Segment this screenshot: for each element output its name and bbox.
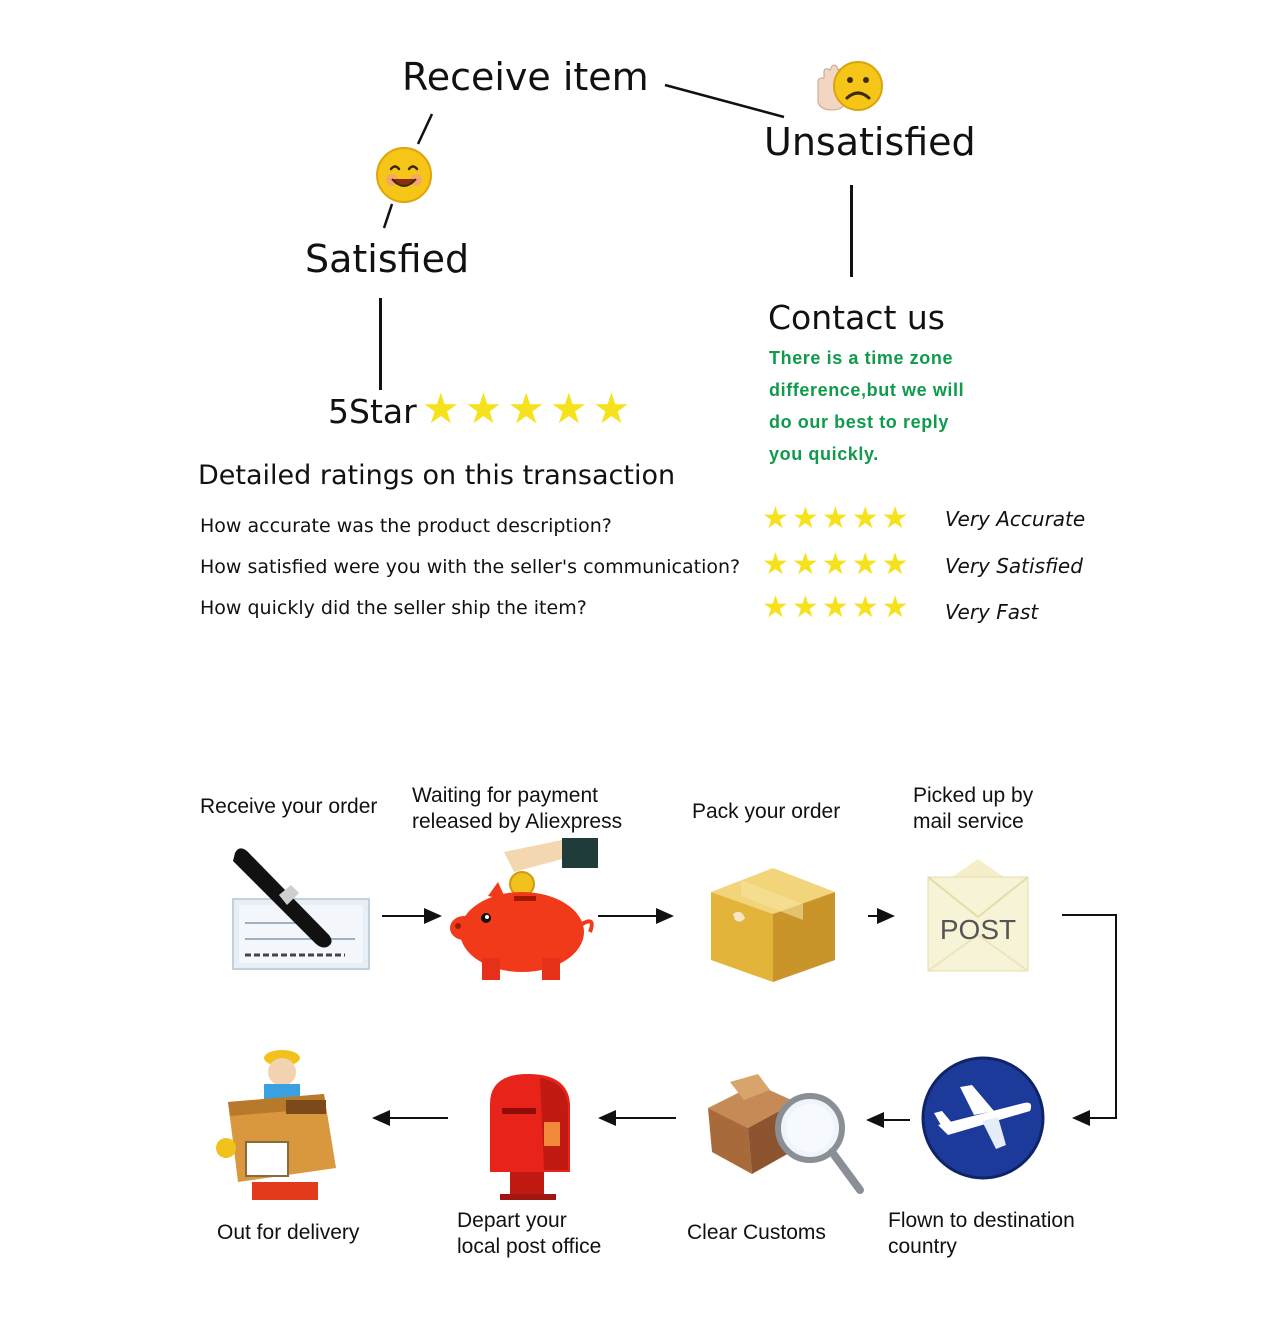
step-label: Flown to destination country bbox=[888, 1209, 1075, 1258]
airplane-icon bbox=[920, 1055, 1046, 1186]
post-text: POST bbox=[939, 914, 1017, 945]
star-icon: ★ bbox=[821, 548, 849, 581]
pen-check-icon bbox=[225, 843, 375, 980]
star-icon: ★ bbox=[881, 548, 909, 581]
delivery-man-icon bbox=[212, 1044, 348, 1207]
step-label: Out for delivery bbox=[217, 1221, 360, 1244]
star-icon: ★ bbox=[851, 502, 879, 535]
star-icon: ★ bbox=[791, 502, 819, 535]
star-icon: ★ bbox=[762, 548, 789, 581]
contact-us-label: Contact us bbox=[768, 298, 945, 337]
step-label: Depart your local post office bbox=[457, 1209, 602, 1258]
contact-note-line: you quickly. bbox=[769, 444, 879, 464]
contact-note-line: There is a time zone bbox=[769, 348, 954, 368]
unsatisfied-to-contact-line bbox=[850, 185, 853, 277]
rating-value: Very Accurate bbox=[945, 507, 1086, 531]
star-icon: ★ bbox=[422, 385, 460, 432]
contact-note-line: do our best to reply bbox=[769, 412, 950, 432]
star-icon: ★ bbox=[881, 502, 909, 535]
star-icon: ★ bbox=[549, 385, 588, 432]
star-icon: ★ bbox=[821, 591, 849, 624]
post-envelope-icon bbox=[922, 855, 1034, 980]
rating-question: How satisfied were you with the seller's communication? bbox=[200, 556, 741, 578]
customs-magnifier-icon bbox=[700, 1072, 872, 1207]
rating-value: Very Satisfied bbox=[945, 554, 1083, 578]
contact-note bbox=[769, 342, 1009, 470]
arrow-turn-down-icon bbox=[1062, 915, 1116, 1118]
step-label: Pack your order bbox=[692, 800, 841, 823]
sad-face-icon bbox=[814, 58, 886, 121]
star-icon: ★ bbox=[507, 385, 545, 432]
unsatisfied-label: Unsatisfied bbox=[764, 120, 976, 164]
process-arrows bbox=[0, 860, 1280, 1160]
rating-question: How quickly did the seller ship the item? bbox=[200, 597, 587, 619]
ratings-heading: Detailed ratings on this transaction bbox=[198, 460, 676, 491]
step-label: Waiting for payment released by Aliexpress bbox=[412, 784, 623, 833]
star-icon: ★ bbox=[592, 385, 631, 432]
connector-receive-smiley bbox=[418, 114, 432, 144]
piggy-bank-icon bbox=[444, 832, 614, 989]
satisfied-to-5star-line bbox=[379, 298, 382, 390]
receive-item-label: Receive item bbox=[402, 55, 649, 99]
step-label: Picked up by mail service bbox=[913, 784, 1034, 833]
step-label: Clear Customs bbox=[687, 1221, 826, 1244]
star-icon: ★ bbox=[821, 502, 849, 535]
star-icon: ★ bbox=[881, 591, 909, 624]
five-star-label: 5Star bbox=[328, 392, 417, 431]
five-star-rating bbox=[422, 385, 635, 432]
star-icon: ★ bbox=[762, 502, 789, 535]
rating-stars bbox=[762, 504, 912, 534]
smiley-icon bbox=[374, 145, 434, 210]
star-icon: ★ bbox=[464, 385, 503, 432]
rating-stars bbox=[762, 550, 912, 580]
step-label: Receive your order bbox=[200, 795, 378, 818]
star-icon: ★ bbox=[851, 591, 879, 624]
satisfied-label: Satisfied bbox=[305, 237, 470, 281]
star-icon: ★ bbox=[762, 591, 789, 624]
mailbox-icon bbox=[480, 1068, 580, 1205]
contact-note-line: difference,but we will bbox=[769, 380, 965, 400]
star-icon: ★ bbox=[791, 548, 819, 581]
star-icon: ★ bbox=[851, 548, 879, 581]
box-icon bbox=[705, 862, 841, 989]
rating-value: Very Fast bbox=[945, 600, 1039, 624]
rating-stars bbox=[762, 593, 912, 623]
star-icon: ★ bbox=[791, 591, 819, 624]
rating-question: How accurate was the product description? bbox=[200, 515, 612, 537]
connector-receive-unsatisfied bbox=[665, 85, 784, 117]
